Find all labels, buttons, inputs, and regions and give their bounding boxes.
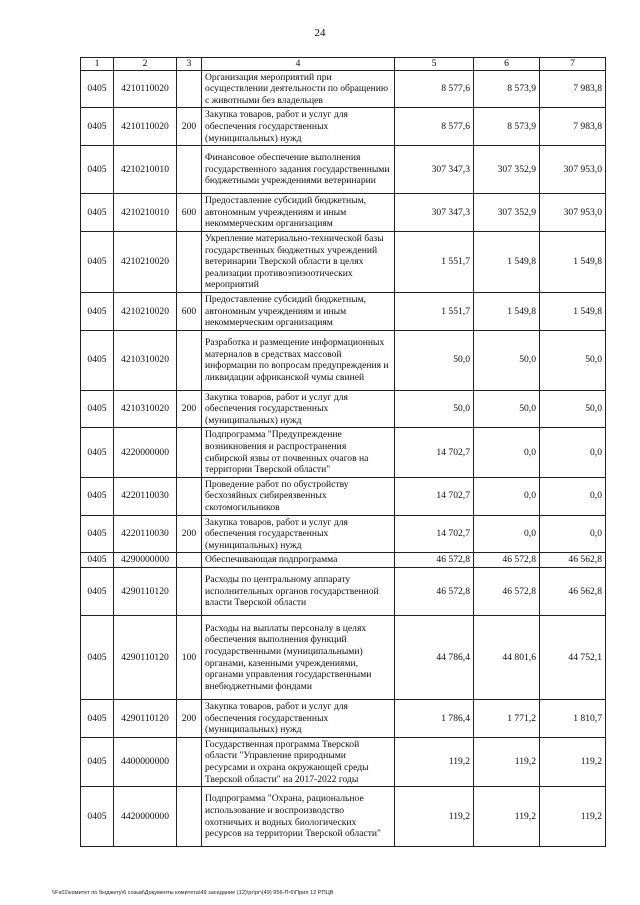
column-header: 1 xyxy=(81,58,114,71)
table-row xyxy=(81,390,606,428)
row-expense-type-code: 200 xyxy=(177,700,202,738)
row-expense-type-code xyxy=(177,568,202,616)
column-header: 6 xyxy=(474,58,540,71)
row-section-code: 0405 xyxy=(81,390,114,428)
row-amount-year-3: 44 752,1 xyxy=(540,616,606,700)
table-row xyxy=(81,70,606,108)
row-amount-year-1: 50,0 xyxy=(395,390,474,428)
row-section-code: 0405 xyxy=(81,616,114,700)
row-item-name: Закупка товаров, работ и услуг для обеспечения государственных (муниципальных) нужд xyxy=(202,515,395,553)
row-amount-year-1: 8 577,6 xyxy=(395,108,474,146)
row-amount-year-3: 0,0 xyxy=(540,428,606,477)
row-amount-year-1: 46 572,8 xyxy=(395,568,474,616)
row-item-name: Расходы на выплаты персоналу в целях обеспечения выполнения функций государственными (муниципальными) органами, казенными учреждениями, органами управления государственными внебюджетными фондами xyxy=(202,616,395,700)
row-amount-year-3: 1 810,7 xyxy=(540,700,606,738)
table-row xyxy=(81,553,606,568)
footer-file-path: \\Fs01\комитет по бюджету\6 созыв\Документы комитета\49 заседание (12)\рг\рг\(49) 956-П-6\Прил 12 РПЦВ xyxy=(52,890,334,896)
row-expense-type-code xyxy=(177,428,202,477)
table-body xyxy=(81,70,606,847)
row-section-code: 0405 xyxy=(81,515,114,553)
row-amount-year-3: 0,0 xyxy=(540,477,606,515)
row-amount-year-1: 1 551,7 xyxy=(395,231,474,292)
row-expense-type-code: 600 xyxy=(177,194,202,232)
table-row xyxy=(81,737,606,786)
row-expense-type-code xyxy=(177,477,202,515)
row-item-name: Закупка товаров, работ и услуг для обеспечения государственных (муниципальных) нужд xyxy=(202,108,395,146)
table-row xyxy=(81,292,606,330)
row-target-article-code: 4290110120 xyxy=(114,616,177,700)
row-amount-year-3: 1 549,8 xyxy=(540,292,606,330)
row-amount-year-2: 1 771,2 xyxy=(474,700,540,738)
row-amount-year-3: 119,2 xyxy=(540,787,606,847)
row-amount-year-3: 50,0 xyxy=(540,390,606,428)
row-amount-year-2: 50,0 xyxy=(474,330,540,390)
page-number: 24 xyxy=(314,27,326,39)
row-target-article-code: 4210210020 xyxy=(114,292,177,330)
table-row xyxy=(81,616,606,700)
row-item-name: Проведение работ по обустройству бесхозяйных сибиреязвенных скотомогильников xyxy=(202,477,395,515)
row-target-article-code: 4220000000 xyxy=(114,428,177,477)
row-amount-year-2: 46 572,8 xyxy=(474,568,540,616)
row-target-article-code: 4210110020 xyxy=(114,108,177,146)
row-target-article-code: 4210110020 xyxy=(114,70,177,108)
row-expense-type-code: 200 xyxy=(177,108,202,146)
row-target-article-code: 4210310020 xyxy=(114,330,177,390)
row-item-name: Подпрограмма "Предупреждение возникновения и распространения сибирской язвы от почвенных очагов на территории Тверской области" xyxy=(202,428,395,477)
row-amount-year-2: 8 573,9 xyxy=(474,70,540,108)
row-section-code: 0405 xyxy=(81,231,114,292)
row-amount-year-3: 1 549,8 xyxy=(540,231,606,292)
row-expense-type-code xyxy=(177,737,202,786)
table-row xyxy=(81,515,606,553)
row-section-code: 0405 xyxy=(81,700,114,738)
row-amount-year-1: 119,2 xyxy=(395,787,474,847)
row-amount-year-3: 0,0 xyxy=(540,515,606,553)
row-target-article-code: 4290110120 xyxy=(114,568,177,616)
row-amount-year-1: 1 786,4 xyxy=(395,700,474,738)
row-section-code: 0405 xyxy=(81,146,114,194)
table-row xyxy=(81,568,606,616)
row-expense-type-code: 100 xyxy=(177,616,202,700)
table-row xyxy=(81,787,606,847)
row-amount-year-2: 307 352,9 xyxy=(474,146,540,194)
row-section-code: 0405 xyxy=(81,330,114,390)
column-header: 4 xyxy=(202,58,395,71)
table-row xyxy=(81,231,606,292)
row-amount-year-1: 44 786,4 xyxy=(395,616,474,700)
row-amount-year-2: 119,2 xyxy=(474,787,540,847)
row-item-name: Предоставление субсидий бюджетным, автономным учреждениям и иным некоммерческим организациям xyxy=(202,292,395,330)
row-amount-year-1: 1 551,7 xyxy=(395,292,474,330)
row-amount-year-2: 46 572,8 xyxy=(474,553,540,568)
row-amount-year-2: 307 352,9 xyxy=(474,194,540,232)
row-section-code: 0405 xyxy=(81,428,114,477)
row-amount-year-3: 50,0 xyxy=(540,330,606,390)
table-row xyxy=(81,108,606,146)
row-target-article-code: 4290110120 xyxy=(114,700,177,738)
row-amount-year-3: 119,2 xyxy=(540,737,606,786)
row-amount-year-1: 14 702,7 xyxy=(395,477,474,515)
row-amount-year-2: 44 801,6 xyxy=(474,616,540,700)
row-amount-year-2: 8 573,9 xyxy=(474,108,540,146)
row-amount-year-2: 1 549,8 xyxy=(474,231,540,292)
row-amount-year-1: 119,2 xyxy=(395,737,474,786)
row-section-code: 0405 xyxy=(81,292,114,330)
row-target-article-code: 4210210020 xyxy=(114,231,177,292)
row-item-name: Финансовое обеспечение выполнения государственного задания государственными бюджетными учреждениями ветеринарии xyxy=(202,146,395,194)
row-item-name: Укрепление материально-технической базы государственных бюджетных учреждений ветеринарии Тверской области в целях реализации противоэпизоотических мероприятий xyxy=(202,231,395,292)
table-row xyxy=(81,330,606,390)
row-section-code: 0405 xyxy=(81,553,114,568)
row-amount-year-3: 307 953,0 xyxy=(540,194,606,232)
row-amount-year-3: 46 562,8 xyxy=(540,568,606,616)
row-amount-year-3: 7 983,8 xyxy=(540,108,606,146)
row-expense-type-code xyxy=(177,330,202,390)
row-section-code: 0405 xyxy=(81,737,114,786)
row-section-code: 0405 xyxy=(81,108,114,146)
row-amount-year-1: 46 572,8 xyxy=(395,553,474,568)
row-amount-year-2: 1 549,8 xyxy=(474,292,540,330)
row-target-article-code: 4210210010 xyxy=(114,146,177,194)
budget-table xyxy=(80,57,606,847)
row-expense-type-code xyxy=(177,553,202,568)
table-header-row xyxy=(81,58,606,71)
row-section-code: 0405 xyxy=(81,568,114,616)
row-amount-year-2: 0,0 xyxy=(474,477,540,515)
row-expense-type-code xyxy=(177,70,202,108)
row-amount-year-1: 14 702,7 xyxy=(395,428,474,477)
column-header: 2 xyxy=(114,58,177,71)
row-target-article-code: 4210210010 xyxy=(114,194,177,232)
row-amount-year-3: 7 983,8 xyxy=(540,70,606,108)
row-section-code: 0405 xyxy=(81,194,114,232)
row-amount-year-3: 307 953,0 xyxy=(540,146,606,194)
row-expense-type-code xyxy=(177,146,202,194)
row-item-name: Подпрограмма "Охрана, рациональное использование и воспроизводство охотничьих и водных биологических ресурсов на территории Тверской области" xyxy=(202,787,395,847)
row-amount-year-2: 50,0 xyxy=(474,390,540,428)
row-amount-year-2: 0,0 xyxy=(474,515,540,553)
row-target-article-code: 4400000000 xyxy=(114,737,177,786)
column-header: 3 xyxy=(177,58,202,71)
row-target-article-code: 4220110030 xyxy=(114,515,177,553)
row-expense-type-code xyxy=(177,787,202,847)
row-item-name: Закупка товаров, работ и услуг для обеспечения государственных (муниципальных) нужд xyxy=(202,700,395,738)
row-expense-type-code: 600 xyxy=(177,292,202,330)
row-amount-year-1: 14 702,7 xyxy=(395,515,474,553)
row-amount-year-1: 50,0 xyxy=(395,330,474,390)
row-section-code: 0405 xyxy=(81,477,114,515)
row-item-name: Обеспечивающая подпрограмма xyxy=(202,553,395,568)
row-item-name: Закупка товаров, работ и услуг для обеспечения государственных (муниципальных) нужд xyxy=(202,390,395,428)
row-target-article-code: 4420000000 xyxy=(114,787,177,847)
row-expense-type-code: 200 xyxy=(177,515,202,553)
table-row xyxy=(81,477,606,515)
table-row xyxy=(81,700,606,738)
row-target-article-code: 4290000000 xyxy=(114,553,177,568)
row-item-name: Государственная программа Тверской области "Управление природными ресурсами и охрана окружающей среды Тверской области" на 2017-2022 годы xyxy=(202,737,395,786)
row-amount-year-3: 46 562,8 xyxy=(540,553,606,568)
row-item-name: Предоставление субсидий бюджетным, автономным учреждениям и иным некоммерческим организациям xyxy=(202,194,395,232)
row-expense-type-code: 200 xyxy=(177,390,202,428)
table-row xyxy=(81,146,606,194)
row-amount-year-1: 307 347,3 xyxy=(395,194,474,232)
row-section-code: 0405 xyxy=(81,70,114,108)
row-amount-year-2: 119,2 xyxy=(474,737,540,786)
column-header: 7 xyxy=(540,58,606,71)
row-item-name: Разработка и размещение информационных материалов в средствах массовой информации по вопросам предупреждения и ликвидации африканской чумы свиней xyxy=(202,330,395,390)
row-target-article-code: 4220110030 xyxy=(114,477,177,515)
row-amount-year-1: 307 347,3 xyxy=(395,146,474,194)
row-section-code: 0405 xyxy=(81,787,114,847)
row-amount-year-2: 0,0 xyxy=(474,428,540,477)
table-row xyxy=(81,194,606,232)
row-item-name: Расходы по центральному аппарату исполнительных органов государственной власти Тверской области xyxy=(202,568,395,616)
table-row xyxy=(81,428,606,477)
row-item-name: Организация мероприятий при осуществлении деятельности по обращению с животными без владельцев xyxy=(202,70,395,108)
row-amount-year-1: 8 577,6 xyxy=(395,70,474,108)
row-expense-type-code xyxy=(177,231,202,292)
row-target-article-code: 4210310020 xyxy=(114,390,177,428)
column-header: 5 xyxy=(395,58,474,71)
